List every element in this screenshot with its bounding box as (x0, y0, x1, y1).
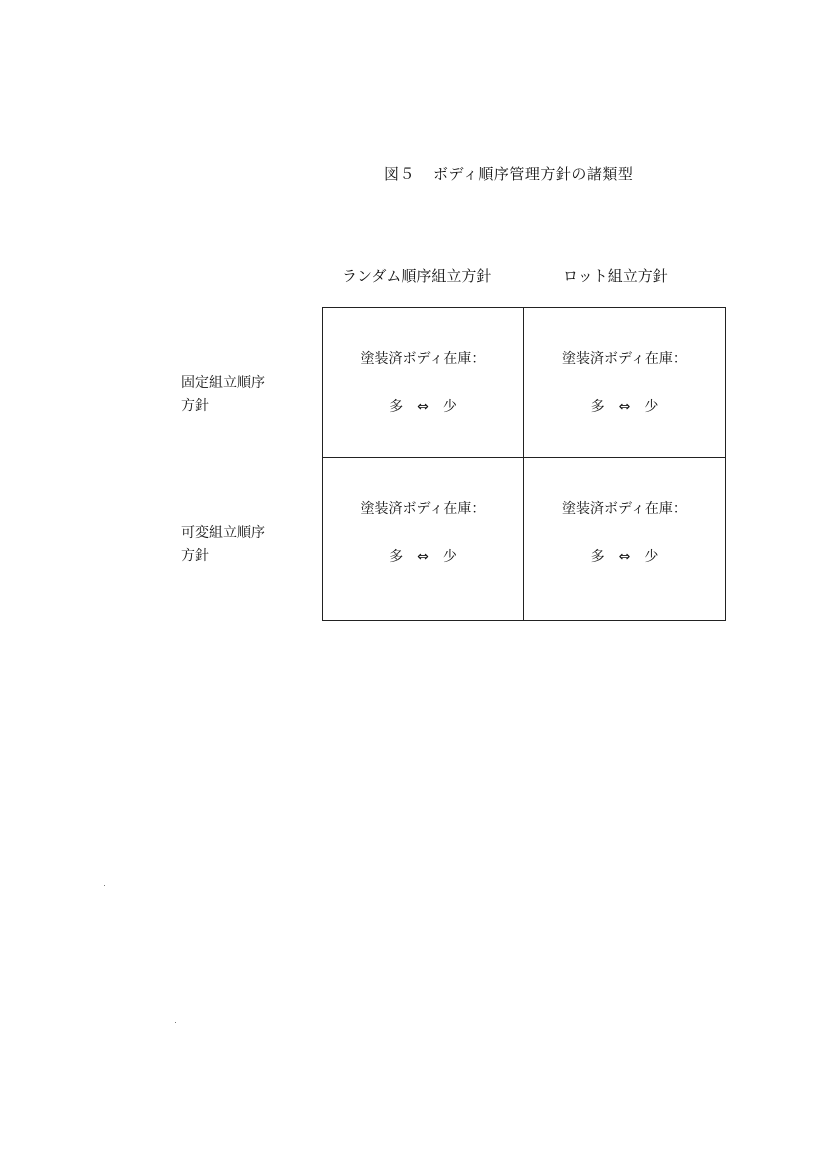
inventory-scale (323, 396, 523, 416)
scale-low: 少 (644, 399, 659, 415)
policy-matrix (322, 307, 726, 621)
cell-label: 塗装済ボディ在庫： (562, 351, 687, 367)
figure-title (384, 163, 633, 184)
row-header-variable-line2: 方針 (181, 548, 209, 564)
figure-number: 図５ (384, 165, 416, 183)
figure-caption: ボディ順序管理方針の諸類型 (433, 165, 634, 183)
scale-low: 少 (442, 549, 457, 565)
inventory-scale (524, 396, 725, 416)
matrix-cell (323, 458, 524, 620)
scale-low: 少 (644, 549, 659, 565)
matrix-cell (524, 458, 725, 620)
cell-label: 塗装済ボディ在庫： (562, 501, 687, 517)
double-arrow-icon: ⇔ (618, 549, 631, 565)
scan-speck (104, 885, 105, 886)
scale-high: 多 (590, 549, 605, 565)
scale-low: 少 (442, 399, 457, 415)
row-header-fixed-line1: 固定組立順序 (181, 375, 265, 391)
row-header-fixed (181, 372, 265, 418)
column-header-random: ランダム順序組立方針 (342, 267, 492, 285)
cell-label: 塗装済ボディ在庫： (360, 501, 486, 517)
cell-label: 塗装済ボディ在庫： (360, 351, 486, 367)
double-arrow-icon: ⇔ (417, 549, 429, 565)
inventory-scale (323, 546, 523, 566)
scale-high: 多 (590, 399, 605, 415)
matrix-cell (524, 308, 725, 458)
double-arrow-icon: ⇔ (618, 399, 631, 415)
scan-speck (175, 1022, 176, 1023)
double-arrow-icon: ⇔ (417, 399, 429, 415)
row-header-variable-line1: 可変組立順序 (181, 525, 265, 541)
inventory-scale (524, 546, 725, 566)
row-header-fixed-line2: 方針 (181, 398, 209, 414)
scale-high: 多 (389, 549, 404, 565)
scale-high: 多 (389, 399, 404, 415)
matrix-cell (323, 308, 524, 458)
column-header-lot: ロット組立方針 (563, 267, 668, 285)
row-header-variable (181, 522, 265, 568)
